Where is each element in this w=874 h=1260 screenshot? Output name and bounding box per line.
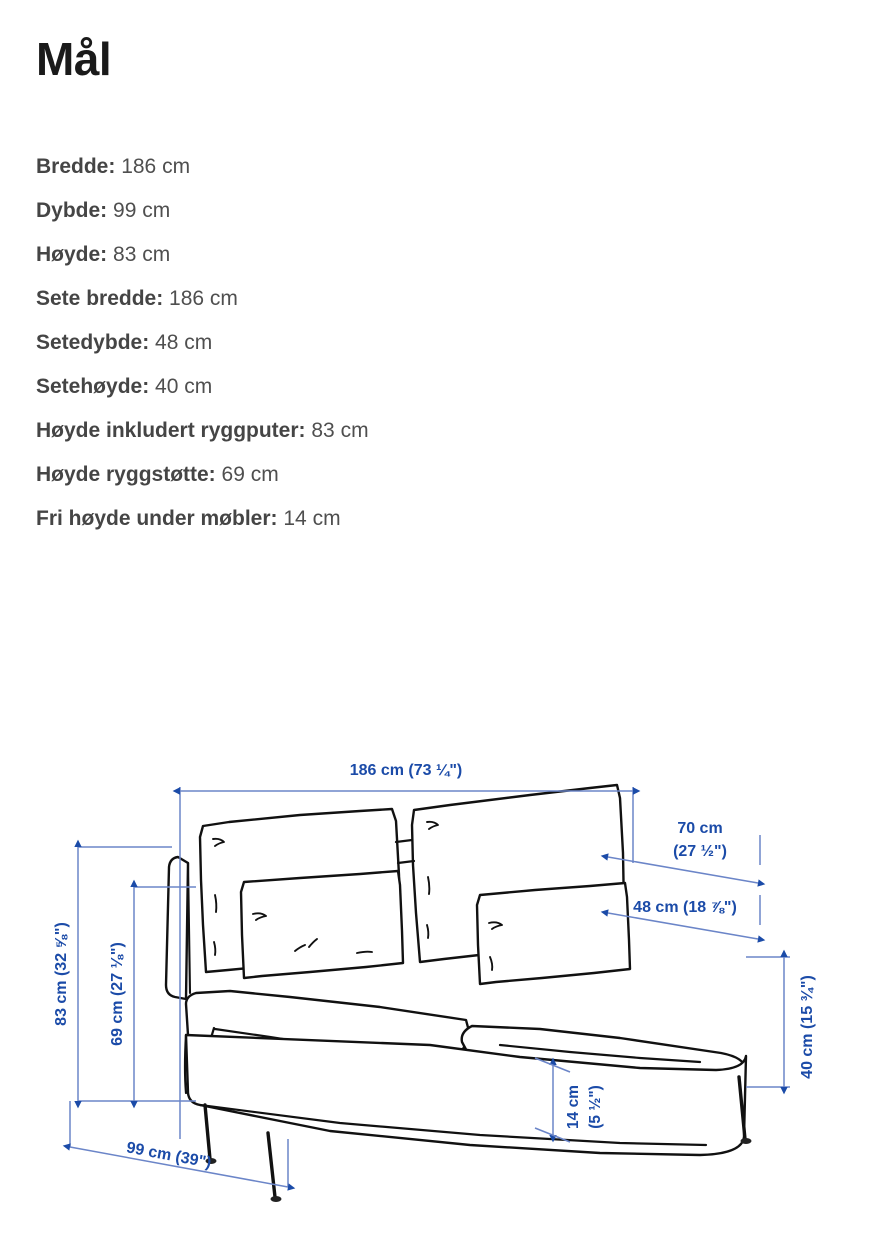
sofa-dimension-diagram <box>0 735 874 1255</box>
dim-label-depth: 99 cm (39") <box>125 1139 213 1172</box>
left-arm-inner-edge <box>188 863 190 993</box>
dim-label-clearance-top: 14 cm <box>565 1085 582 1129</box>
spec-label: Fri høyde under møbler: <box>36 507 278 530</box>
leg-right-foot <box>741 1138 752 1144</box>
spec-label: Høyde inkludert ryggputer: <box>36 419 306 442</box>
spec-label: Setedybde: <box>36 331 150 354</box>
lumbar-cushion-left <box>241 871 403 978</box>
dim-label-seat-height: 40 cm (15 ¾") <box>799 975 816 1079</box>
list-item <box>36 277 736 321</box>
spec-value: 14 cm <box>283 507 341 530</box>
back-cushion-gap-strip-2 <box>398 861 414 863</box>
dim-line-seat-depth <box>608 913 758 939</box>
sofa-drawing-svg <box>0 735 874 1255</box>
dim-label-width: 186 cm (73 ¼") <box>349 762 463 779</box>
leg-front-left <box>268 1133 275 1197</box>
spec-value: 186 cm <box>169 287 238 310</box>
spec-label: Setehøyde: <box>36 375 150 398</box>
list-item <box>36 453 736 497</box>
back-cushion-gap-strip <box>396 840 412 842</box>
spec-value: 48 cm <box>155 331 213 354</box>
spec-value: 99 cm <box>113 199 171 222</box>
dim-label-seat-depth: 48 cm (18 ⅞") <box>633 899 737 916</box>
measurements-list <box>36 145 736 541</box>
left-arm <box>166 857 188 999</box>
dim-label-height-total: 83 cm (32 ⅝") <box>53 922 70 1026</box>
list-item <box>36 189 736 233</box>
spec-label: Høyde ryggstøtte: <box>36 463 216 486</box>
spec-value: 83 cm <box>113 243 171 266</box>
spec-label: Bredde: <box>36 155 116 178</box>
spec-value: 186 cm <box>121 155 191 178</box>
spec-label: Sete bredde: <box>36 287 164 310</box>
list-item <box>36 321 736 365</box>
list-item <box>36 365 736 409</box>
spec-label: Høyde: <box>36 243 108 266</box>
list-item <box>36 409 736 453</box>
dim-label-clearance-bottom: (5 ½") <box>587 1085 604 1129</box>
spec-value: 69 cm <box>221 463 279 486</box>
list-item <box>36 497 736 541</box>
dim-label-depth-back-bottom: (27 ½") <box>673 843 727 860</box>
dim-line-depth-back <box>608 857 758 883</box>
dim-label-depth-back-top: 70 cm <box>677 820 723 837</box>
page-title: Mål <box>36 33 112 85</box>
lumbar-cushion-right <box>477 883 630 984</box>
sofa-outline <box>166 785 752 1202</box>
leg-front-left-foot <box>271 1196 282 1202</box>
list-item <box>36 145 736 189</box>
spec-value: 40 cm <box>155 375 213 398</box>
seat-base-left-corner <box>185 1035 186 1093</box>
spec-label: Dybde: <box>36 199 108 222</box>
list-item <box>36 233 736 277</box>
leg-back-left <box>205 1105 210 1159</box>
spec-value: 83 cm <box>311 419 369 442</box>
dim-label-height-back: 69 cm (27 ⅛") <box>109 942 126 1046</box>
